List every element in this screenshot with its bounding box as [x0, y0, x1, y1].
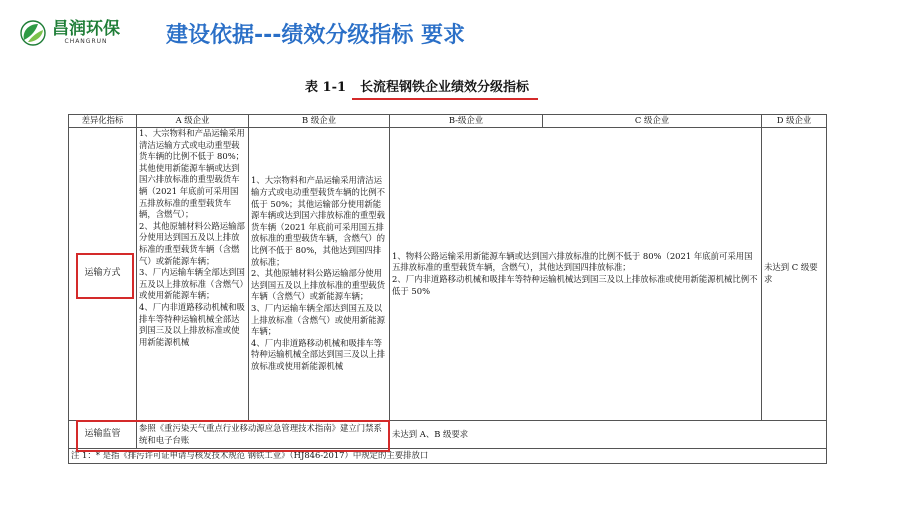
leaf-icon	[20, 20, 46, 46]
table-title-text: 长流程钢铁企业绩效分级指标	[360, 80, 530, 95]
highlight-box-supervision-row	[76, 420, 390, 452]
slide-title: 建设依据---绩效分级指标 要求	[166, 23, 466, 48]
table-number: 表 1-1	[305, 80, 347, 95]
header-indicator: 差异化指标	[69, 115, 137, 128]
cell-ab-level-supervision: 参照《重污染天气重点行业移动源应急管理技术指南》建立门禁系统和电子台账	[137, 421, 390, 449]
row-label-transport-supervision: 运输监管	[69, 421, 137, 449]
company-logo	[20, 20, 120, 46]
performance-grading-table	[68, 114, 827, 464]
table-footnote: 注 1：* 是指《排污许可证申请与核发技术规范 钢铁工业》（HJ846-2017）中规定的主要排放口	[69, 449, 827, 464]
header-b-minus-level: B-级企业	[390, 115, 543, 128]
header-a-level: A 级企业	[137, 115, 249, 128]
cell-bminus-c-level-transport: 1、物料公路运输采用新能源车辆或达到国六排放标准的比例不低于 80%（2021 年底前可采用国五排放标准的重型载货车辆，含燃气），其他达到国四排放标准； 2、厂内非道路移动机械和吸排车等特种运输机械达到国三及以上排放标准或使用新能源机械比例不低于 50%	[390, 128, 762, 421]
cell-other-level-supervision: 未达到 A、B 级要求	[390, 421, 827, 449]
cell-d-level-transport: 未达到 C 级要求	[762, 128, 827, 421]
highlight-box-transport-mode	[76, 253, 134, 299]
header-c-level: C 级企业	[543, 115, 762, 128]
table-row	[69, 128, 827, 421]
cell-b-level-transport: 1、大宗物料和产品运输采用清洁运输方式或电动重型载货车辆的比例不低于 50%；其他运输部分使用新能源车辆或达到国六排放标准的重型载货车辆（2021 年底前可采用国五排放标准的重型载货车辆，含燃气）的比例不低于 80%，其他达到国四排放标准； 2、其他原辅材料公路运输部分使用达到国五及以上排放标准的重型载货车辆（含燃气）或新能源车辆； 3、厂内运输车辆全部达到国五及以上排放标准（含燃气）或使用新能源车辆； 4、厂内非道路移动机械和吸排车等特种运输机械全部达到国三及以上排放标准或使用新能源机械	[249, 128, 390, 421]
table-title	[305, 76, 529, 95]
header-d-level: D 级企业	[762, 115, 827, 128]
cell-a-level-transport: 1、大宗物料和产品运输采用清洁运输方式或电动重型载货车辆的比例不低于 80%；其他使用新能源车辆或达到国六排放标准的重型载货车辆（2021 年底前可采用国五排放标准的重型载货车辆，含燃气）； 2、其他原辅材料公路运输部分使用达到国五及以上排放标准的重型载货车辆（含燃气）或新能源车辆； 3、厂内运输车辆全部达到国五及以上排放标准（含燃气）或使用新能源车辆； 4、厂内非道路移动机械和吸排车等特种运输机械全部达到国三及以上排放标准或使用新能源机械	[137, 128, 249, 421]
table-header-row	[69, 115, 827, 128]
title-underline	[352, 98, 538, 100]
header-b-level: B 级企业	[249, 115, 390, 128]
logo-name-cn: 昌润环保	[52, 19, 120, 39]
row-label-transport-mode: 运输方式	[69, 128, 137, 421]
logo-name-en: CHANGRUN	[64, 38, 108, 45]
